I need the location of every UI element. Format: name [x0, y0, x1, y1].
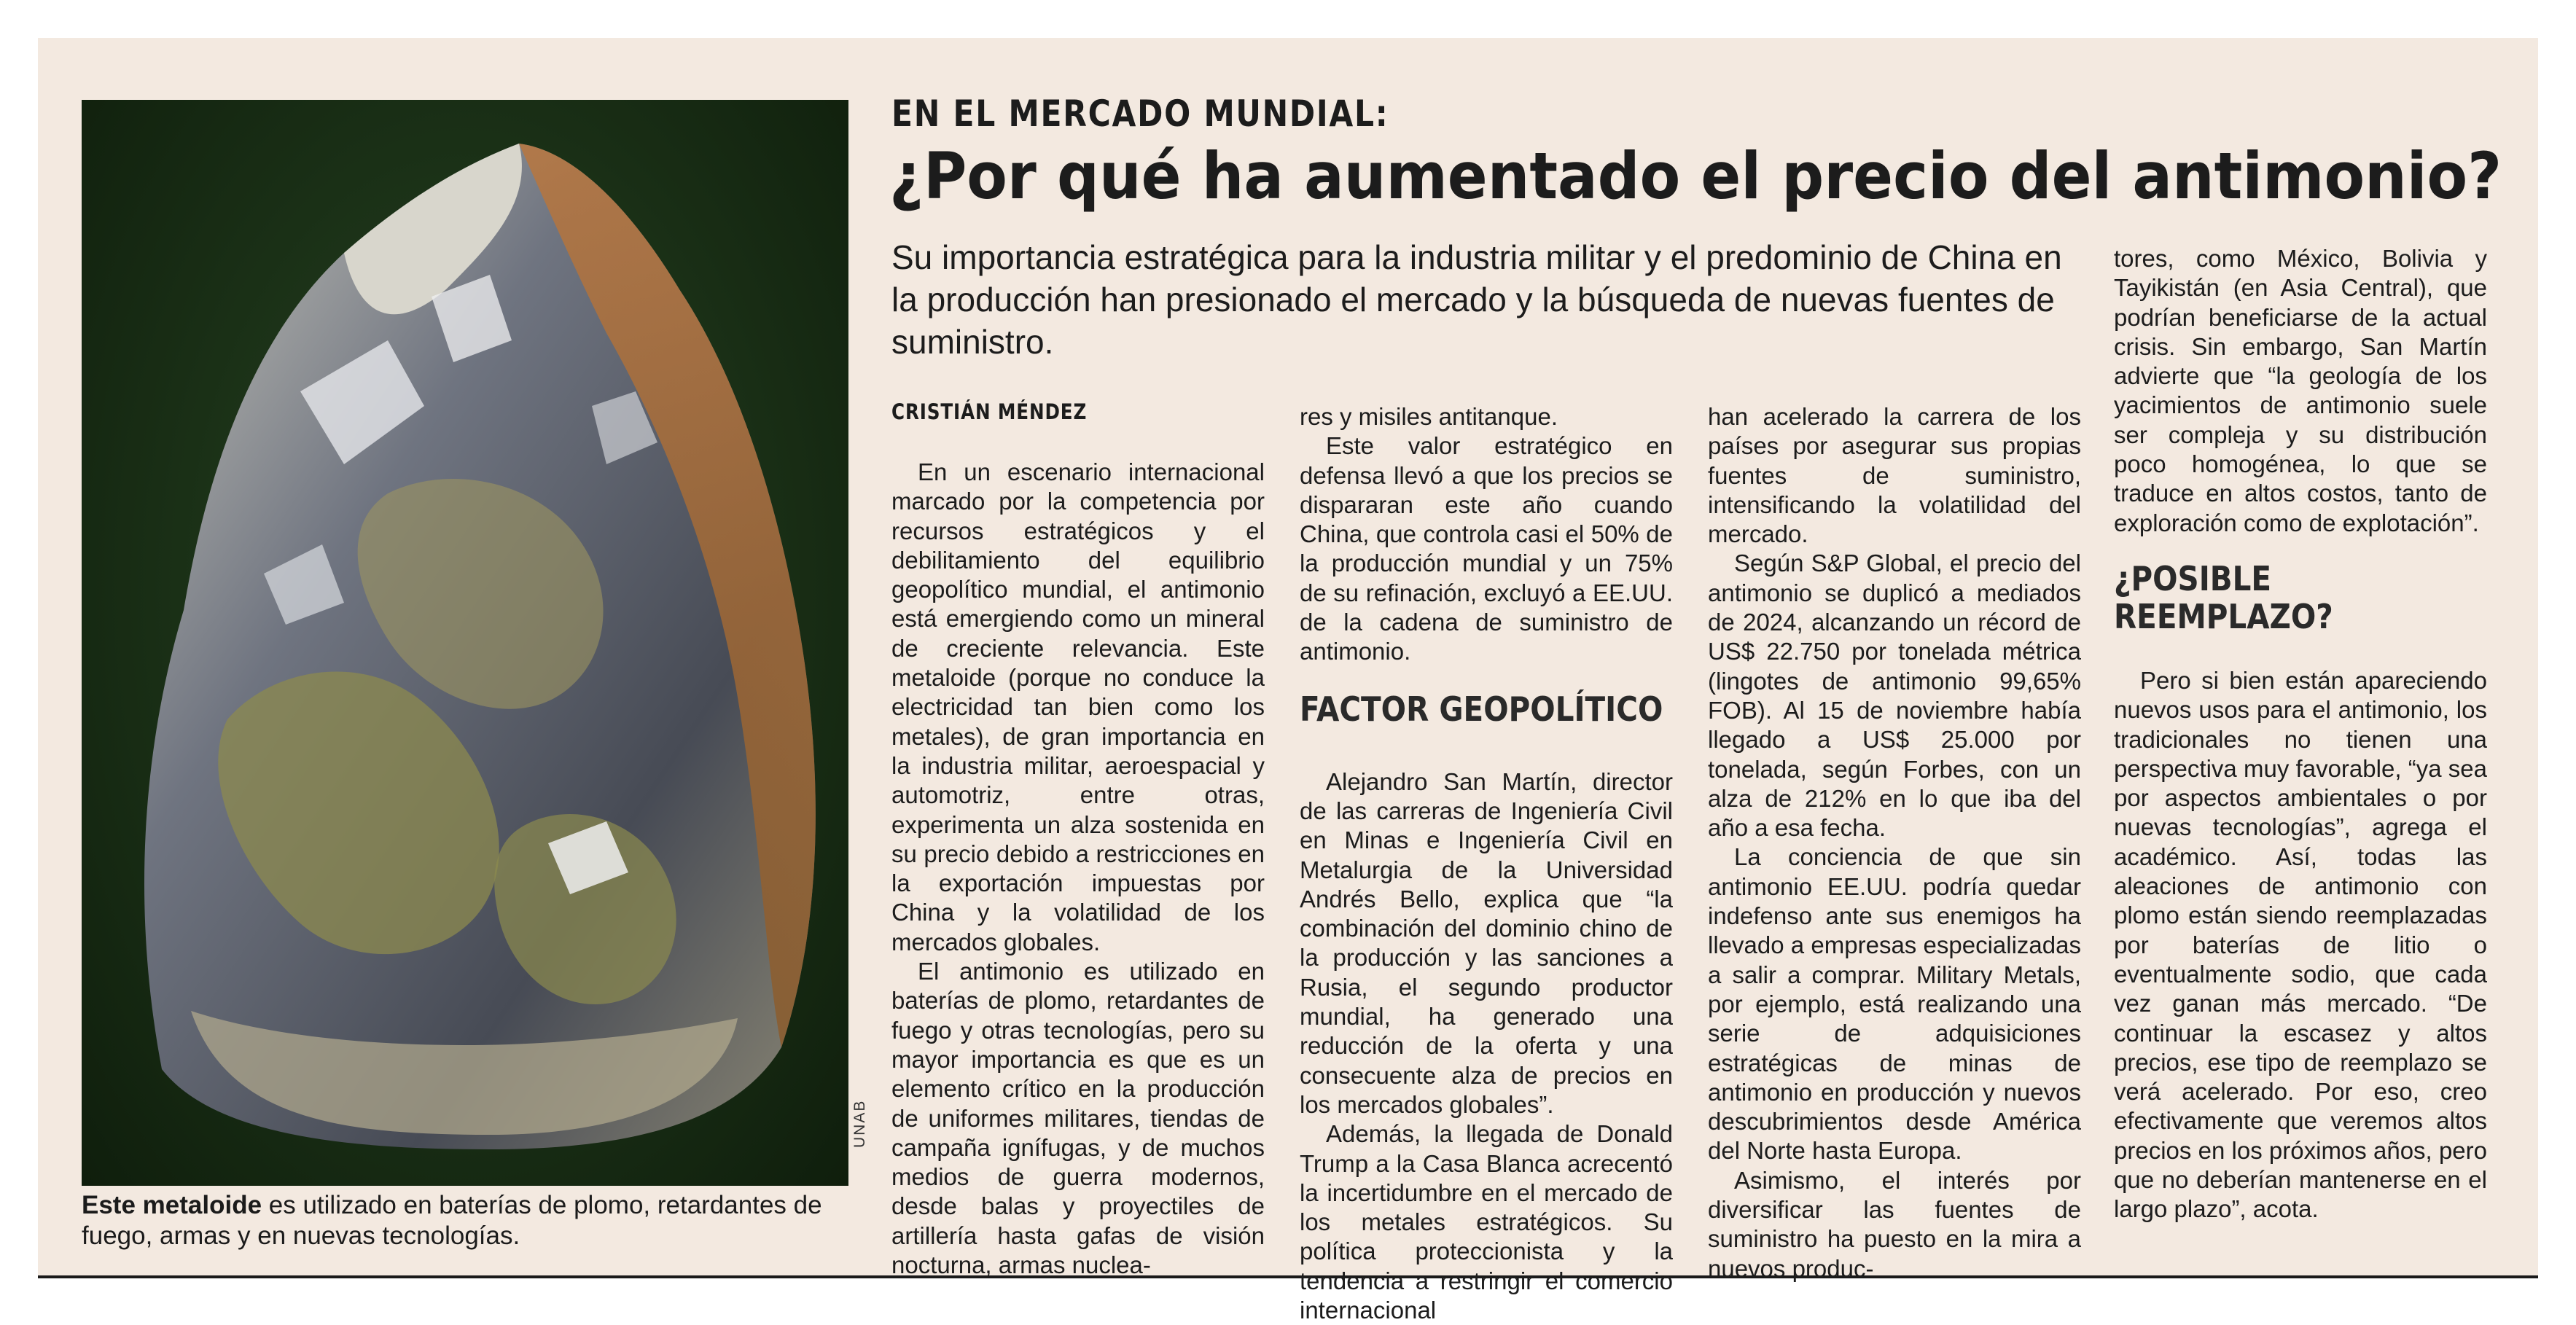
paragraph: La conciencia de que sin antimonio EE.UU. podría quedar indefenso ante sus enemigos ha llevado a empresas especializadas a salir a comprar. Military Metals, por ejemplo, está realizando una serie de adquisiciones estratégicas de minas de antimonio en producción y nuevos descubrimientos desde América del Norte hasta Europa. — [1708, 843, 2081, 1165]
paragraph: El antimonio es utilizado en baterías de plomo, retardantes de fuego y otras tecnologías, pero su mayor importancia es que es un elemento crítico en la producción de uniformes militares, tiendas de campaña ignífugas, y de muchos medios de guerra modernos, desde balas y proyectiles de artillería hasta gafas de visión nocturna, armas nuclea- — [891, 958, 1265, 1279]
antimony-rock-illustration — [82, 100, 848, 1186]
caption-text: es utilizado en baterías de plomo, retardantes de fuego, armas y en nuevas tecnologías. — [82, 1191, 822, 1250]
article-byline: CRISTIÁN MÉNDEZ — [891, 399, 1088, 424]
paragraph: Este valor estratégico en defensa llevó a que los precios se dispararan este año cuando China, que controla casi el 50% de la producción mundial y un 75% de su refinación, excluyó a EE.UU. de la cadena de suministro de antimonio. — [1300, 432, 1673, 665]
caption-bold-lead: Este metaloide — [82, 1191, 262, 1219]
photo-credit: UNAB — [851, 1099, 868, 1148]
paragraph: Según S&P Global, el precio del antimonio se duplicó a mediados de 2024, alcanzando un récord de US$ 22.750 por tonelada métrica (lingotes de antimonio 99,65% FOB). Al 15 de noviembre había llegado a US$ 25.000 por tonelada, según Forbes, con un alza de 212% en lo que iba del año a esa fecha. — [1708, 550, 2081, 842]
bottom-rule — [38, 1275, 2538, 1278]
article-headline: ¿Por qué ha aumentado el precio del antimonio? — [889, 138, 2502, 214]
paragraph: Asimismo, el interés por diversificar las fuentes de suministro ha puesto en la mira a nuevos produc- — [1708, 1166, 2081, 1282]
paragraph: Alejandro San Martín, director de las carreras de Ingeniería Civil en Minas e Ingeniería Civil en Metalurgia de la Universidad Andrés Bello, explica que “la combinación del dominio chino de la producción y las sanciones a Rusia, el segundo productor mundial, ha generado una reducción de la oferta y una consecuente alza de precios en los mercados globales”. — [1300, 767, 1673, 1118]
photo-caption — [82, 1190, 848, 1251]
body-column-3 — [1708, 402, 2081, 1283]
antimony-ore-photo — [82, 100, 848, 1186]
article-deck: Su importancia estratégica para la industria militar y el predominio de China en la producción han presionado el mercado y la búsqueda de nuevas fuentes de suministro. — [891, 238, 2062, 361]
paragraph: res y misiles antitanque. — [1300, 403, 1558, 430]
subhead-geopolitical-factor: FACTOR GEOPOLÍTICO — [1300, 689, 1663, 729]
paragraph: han acelerado la carrera de los países por asegurar sus propias fuentes de suministro, intensificando la volatilidad del mercado. — [1708, 403, 2081, 548]
body-column-4 — [2114, 244, 2487, 1224]
paragraph: En un escenario internacional marcado por la competencia por recursos estratégicos y el debilitamiento del equilibrio geopolítico mundial, el antimonio está emergiendo como un mineral de creciente relevancia. Este metaloide (porque no conduce la electricidad tan bien como los metales), de gran importancia en la industria militar, aeroespacial y automotriz, entre otras, experimenta un alza sostenida en su precio debido a restricciones en la exportación impuestas por China y la volatilidad de los mercados globales. — [891, 458, 1265, 955]
paragraph: Pero si bien están apareciendo nuevos usos para el antimonio, los tradicionales no tienen una perspectiva muy favorable, “ya sea por aspectos ambientales o por nuevas tecnologías”, agrega el académico. Así, todas las aleaciones de antimonio con plomo están siendo reemplazadas por baterías de litio o eventualmente sodio, que cada vez ganan más mercado. “De continuar la escasez y altos precios, ese tipo de reemplazo se verá acelerado. Por eso, creo efectivamente que veremos altos precios en los próximos años, pero que no deberían mantenerse en el largo plazo”, acota. — [2114, 666, 2487, 1223]
body-column-2 — [1300, 402, 1673, 1325]
paragraph: Además, la llegada de Donald Trump a la Casa Blanca acrecentó la incertidumbre en el mercado de los metales estratégicos. Su política proteccionista y la tendencia a restringir el comercio internacional — [1300, 1120, 1673, 1324]
article-kicker: EN EL MERCADO MUNDIAL: — [891, 93, 1389, 135]
paragraph: tores, como México, Bolivia y Tayikistán (en Asia Central), que podrían beneficiarse de la actual crisis. Sin embargo, San Martín advierte que “la geología de los yacimientos de antimonio suele ser compleja y su distribución poco homogénea, lo que se traduce en altos costos, tanto de exploración como de explotación”. — [2114, 245, 2487, 536]
subhead-possible-replacement: ¿POSIBLE REEMPLAZO? — [2114, 558, 2333, 636]
body-column-1 — [891, 458, 1265, 1280]
